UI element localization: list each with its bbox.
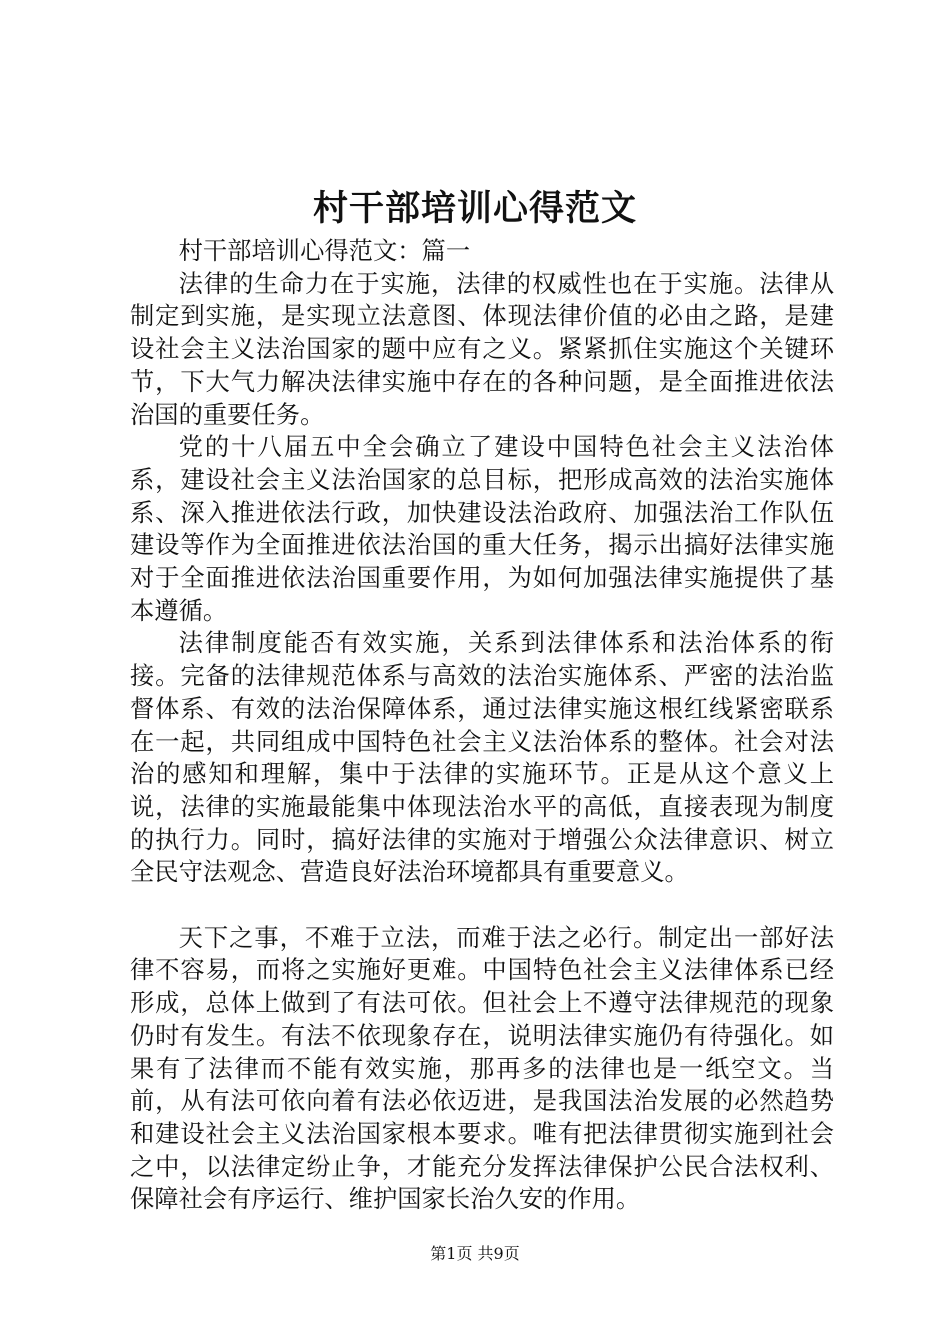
subtitle-line: 村干部培训心得范文：篇一 (178, 236, 471, 265)
paragraph-3: 法律制度能否有效实施，关系到法律体系和法治体系的衔接。完备的法律规范体系与高效的法治实施体系、严密的法治监督体系、有效的法治保障体系，通过法律实施这根红线紧密联系在一起，共同组成中国特色社会主义法治体系的整体。社会对法治的感知和理解，集中于法律的实施环节。正是从这个意义上说，法律的实施最能集中体现法治水平的高低，直接表现为制度的执行力。同时，搞好法律的实施对于增强公众法律意识、树立全民守法观念、营造良好法治环境都具有重要意义。 (130, 628, 834, 887)
paragraph-2: 党的十八届五中全会确立了建设中国特色社会主义法治体系，建设社会主义法治国家的总目标，把形成高效的法治实施体系、深入推进依法行政，加快建设法治政府、加强法治工作队伍建设等作为全面推进依法治国的重大任务，揭示出搞好法律实施对于全面推进依法治国重要作用，为如何加强法律实施提供了基本遵循。 (130, 432, 834, 625)
document-body (130, 235, 834, 1216)
paragraph-4: 天下之事，不难于立法，而难于法之必行。制定出一部好法律不容易，而将之实施好更难。中国特色社会主义法律体系已经形成，总体上做到了有法可依。但社会上不遵守法律规范的现象仍时有发生。有法不依现象存在，说明法律实施仍有待强化。如果有了法律而不能有效实施，那再多的法律也是一纸空文。当前，从有法可依向着有法必依迈进，是我国法治发展的必然趋势和建设社会主义法治国家根本要求。唯有把法律贯彻实施到社会之中，以法律定纷止争，才能充分发挥法律保护公民合法权利、保障社会有序运行、维护国家长治久安的作用。 (130, 922, 834, 1214)
paragraph-1: 法律的生命力在于实施，法律的权威性也在于实施。法律从制定到实施，是实现立法意图、体现法律价值的必由之路，是建设社会主义法治国家的题中应有之义。紧紧抓住实施这个关键环节，下大气力解决法律实施中存在的各种问题，是全面推进依法治国的重要任务。 (130, 268, 834, 429)
paragraph-spacer (130, 889, 834, 922)
page-footer: 第1页 共9页 (430, 1244, 520, 1263)
document-title: 村干部培训心得范文 (312, 188, 637, 229)
